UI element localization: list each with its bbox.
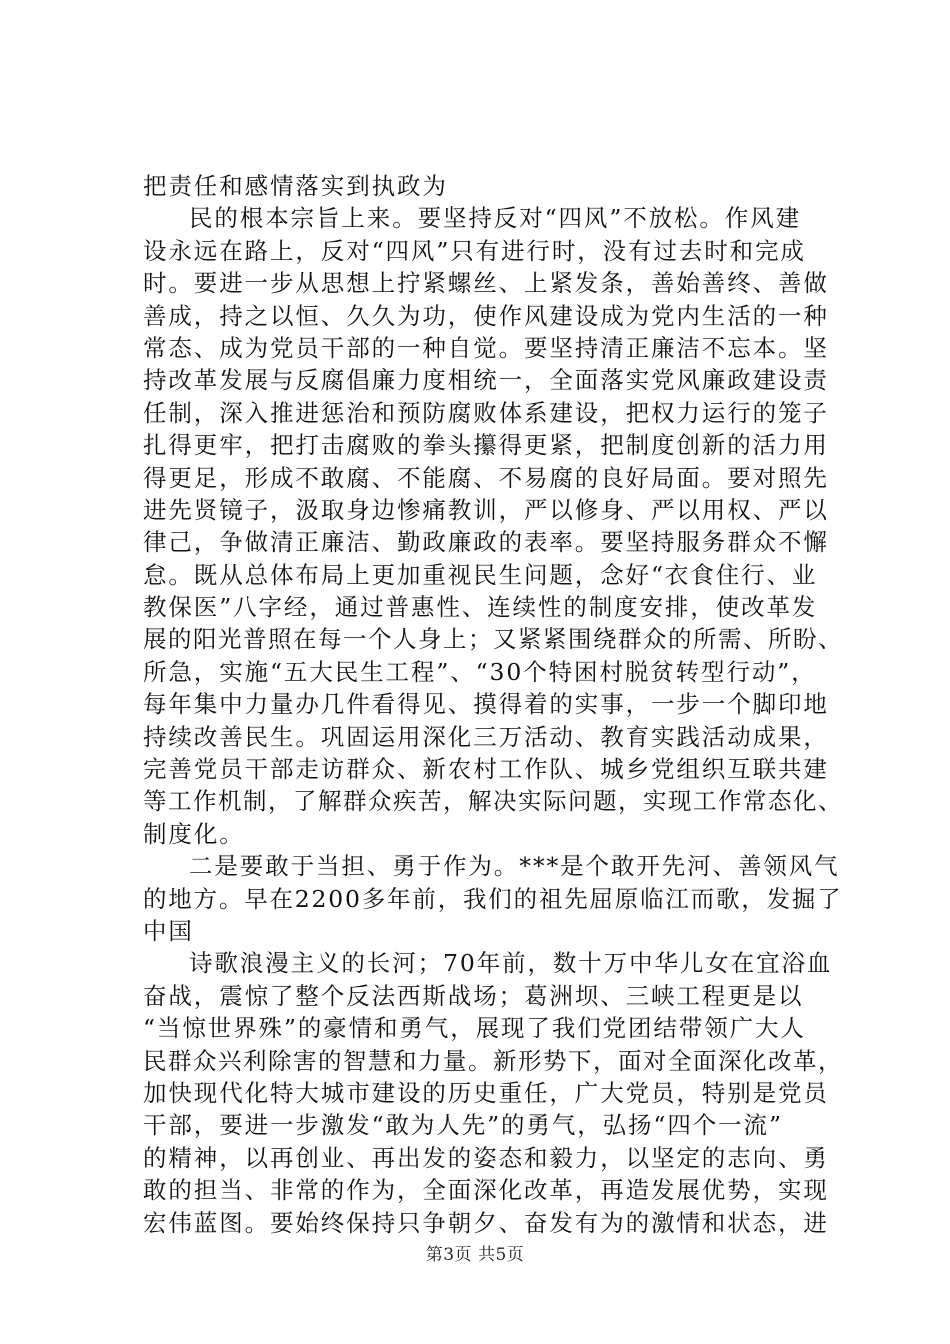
text-line: 得更足，形成不敢腐、不能腐、不易腐的良好局面。要对照先 [143, 463, 829, 492]
text-line: 展的阳光普照在每一个人身上；又紧紧围绕群众的所需、所盼、 [143, 625, 843, 654]
text-line: 的精神，以再创业、再出发的姿态和毅力，以坚定的志向、勇 [143, 1143, 829, 1172]
text-line: 把责任和感情落实到执政为 [143, 172, 448, 200]
text-line: 持改革发展与反腐倡廉力度相统一，全面落实党风廉政建设责 [143, 366, 829, 395]
text-line: 教保医”八字经，通过普惠性、连续性的制度安排，使改革发 [143, 593, 818, 622]
text-line: 时。要进一步从思想上拧紧螺丝、上紧发条，善始善终、善做 [143, 269, 829, 298]
text-line: 民的根本宗旨上来。要坚持反对“四风”不放松。作风建 [189, 204, 802, 233]
text-line: 敢的担当、非常的作为，全面深化改革，再造发展优势，实现 [143, 1176, 829, 1205]
text-line: 奋战，震惊了整个反法西斯战场；葛洲坝、三峡工程更是以 [143, 981, 804, 1010]
text-line: 二是要敢于当担、勇于作为。***是个敢开先河、善领风气 [189, 852, 840, 881]
text-line: 完善党员干部走访群众、新农村工作队、城乡党组织互联共建 [143, 755, 829, 784]
text-line: 律己，争做清正廉洁、勤政廉政的表率。要坚持服务群众不懈 [143, 528, 829, 557]
text-line: 扎得更牢，把打击腐败的拳头攥得更紧，把制度创新的活力用 [143, 431, 829, 460]
text-line: 所急，实施“五大民生工程”、“30个特困村脱贫转型行动”， [143, 657, 817, 686]
text-line: 设永远在路上，反对“四风”只有进行时，没有过去时和完成 [143, 236, 806, 265]
text-line: 民群众兴利除害的智慧和力量。新形势下，面对全面深化改革， [143, 1046, 843, 1075]
text-line: 任制，深入推进惩治和预防腐败体系建设，把权力运行的笼子 [143, 398, 829, 427]
text-line: 怠。既从总体布局上更加重视民生问题，念好“衣食住行、业 [143, 560, 818, 589]
text-line: 每年集中力量办几件看得见、摸得着的实事，一步一个脚印地 [143, 690, 829, 719]
text-line: 干部，要进一步激发“敢为人先”的勇气，弘扬“四个一流” [143, 1111, 783, 1140]
text-line: “当惊世界殊”的豪情和勇气，展现了我们党团结带领广大人 [143, 1014, 806, 1043]
text-line: 宏伟蓝图。要始终保持只争朝夕、奋发有为的激情和状态，进 [143, 1208, 829, 1237]
text-line: 善成，持之以恒、久久为功，使作风建设成为党内生活的一种 [143, 301, 829, 330]
document-body [143, 170, 843, 1239]
text-line: 中国 [143, 916, 194, 945]
text-line: 的地方。早在2200多年前，我们的祖先屈原临江而歌，发掘了 [143, 884, 843, 913]
page-number-footer: 第3页 共5页 [425, 1245, 525, 1265]
text-line: 制度化。 [143, 819, 245, 848]
text-line: 进先贤镜子，汲取身边惨痛教训，严以修身、严以用权、严以 [143, 495, 829, 524]
text-line: 持续改善民生。巩固运用深化三万活动、教育实践活动成果， [143, 722, 829, 751]
text-line: 加快现代化特大城市建设的历史重任，广大党员，特别是党员 [143, 1078, 829, 1107]
text-line: 常态、成为党员干部的一种自觉。要坚持清正廉洁不忘本。坚 [143, 333, 829, 362]
text-line: 诗歌浪漫主义的长河；70年前，数十万中华儿女在宜浴血 [189, 949, 833, 978]
text-line: 等工作机制，了解群众疾苦，解决实际问题，实现工作常态化、 [143, 787, 843, 816]
